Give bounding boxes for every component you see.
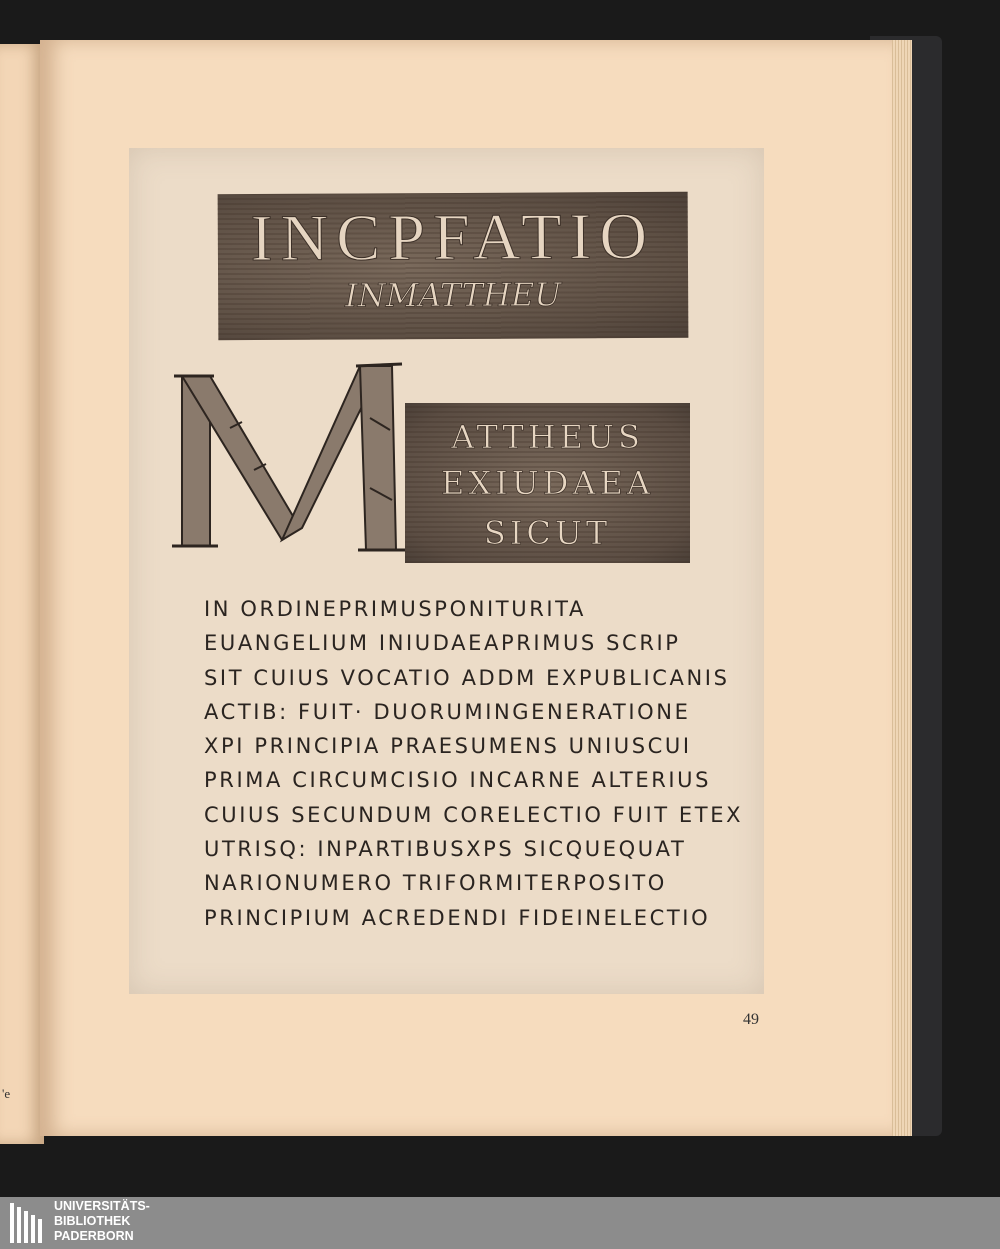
left-page-mark: 'e	[2, 1086, 11, 1101]
library-name	[54, 1199, 150, 1244]
initial-letter-m	[170, 358, 410, 558]
text-line: IN ORDINEPRIMUSPONITURITA	[204, 597, 586, 621]
box-line: EXIUDAEA	[441, 464, 654, 502]
text-line: SIT CUIUS VOCATIO ADDM EXPUBLICANIS	[204, 665, 730, 690]
box-line: ATTHEUS	[451, 418, 644, 456]
banner-title: INCPFATIO	[250, 199, 656, 276]
left-page	[0, 44, 44, 1144]
library-name-line: PADERBORN	[54, 1229, 134, 1243]
library-name-line: UNIVERSITÄTS-	[54, 1199, 150, 1213]
text-line: NARIONUMERO TRIFORMITERPOSITO	[204, 871, 667, 896]
text-line: ACTIB: FUIT· DUORUMINGENERATIONE	[204, 699, 691, 724]
text-line: PRIMA CIRCUMCISIO INCARNE ALTERIUS	[204, 768, 712, 793]
library-logo-icon	[8, 1201, 46, 1245]
box-line: SICUT	[483, 514, 612, 552]
title-banner	[218, 192, 689, 340]
library-name-line: BIBLIOTHEK	[54, 1214, 131, 1228]
banner-subtitle: INMATTHEU	[344, 275, 562, 315]
text-line: PRINCIPIUM ACREDENDI FIDEINELECTIO	[204, 905, 711, 930]
text-line: XPI PRINCIPIA PRAESUMENS UNIUSCUI	[204, 734, 692, 759]
opening-words-box	[405, 403, 690, 563]
manuscript-body-text	[204, 592, 744, 935]
library-footer-bar	[0, 1197, 1000, 1249]
text-line: CUIUS SECUNDUM CORELECTIO FUIT ETEX	[204, 802, 744, 827]
text-line: EUANGELIUM INIUDAEAPRIMUS SCRIP	[204, 631, 681, 656]
text-line: UTRISQ: INPARTIBUSXPS SICQUEQUAT	[204, 837, 687, 862]
page-number: 49	[743, 1011, 759, 1028]
